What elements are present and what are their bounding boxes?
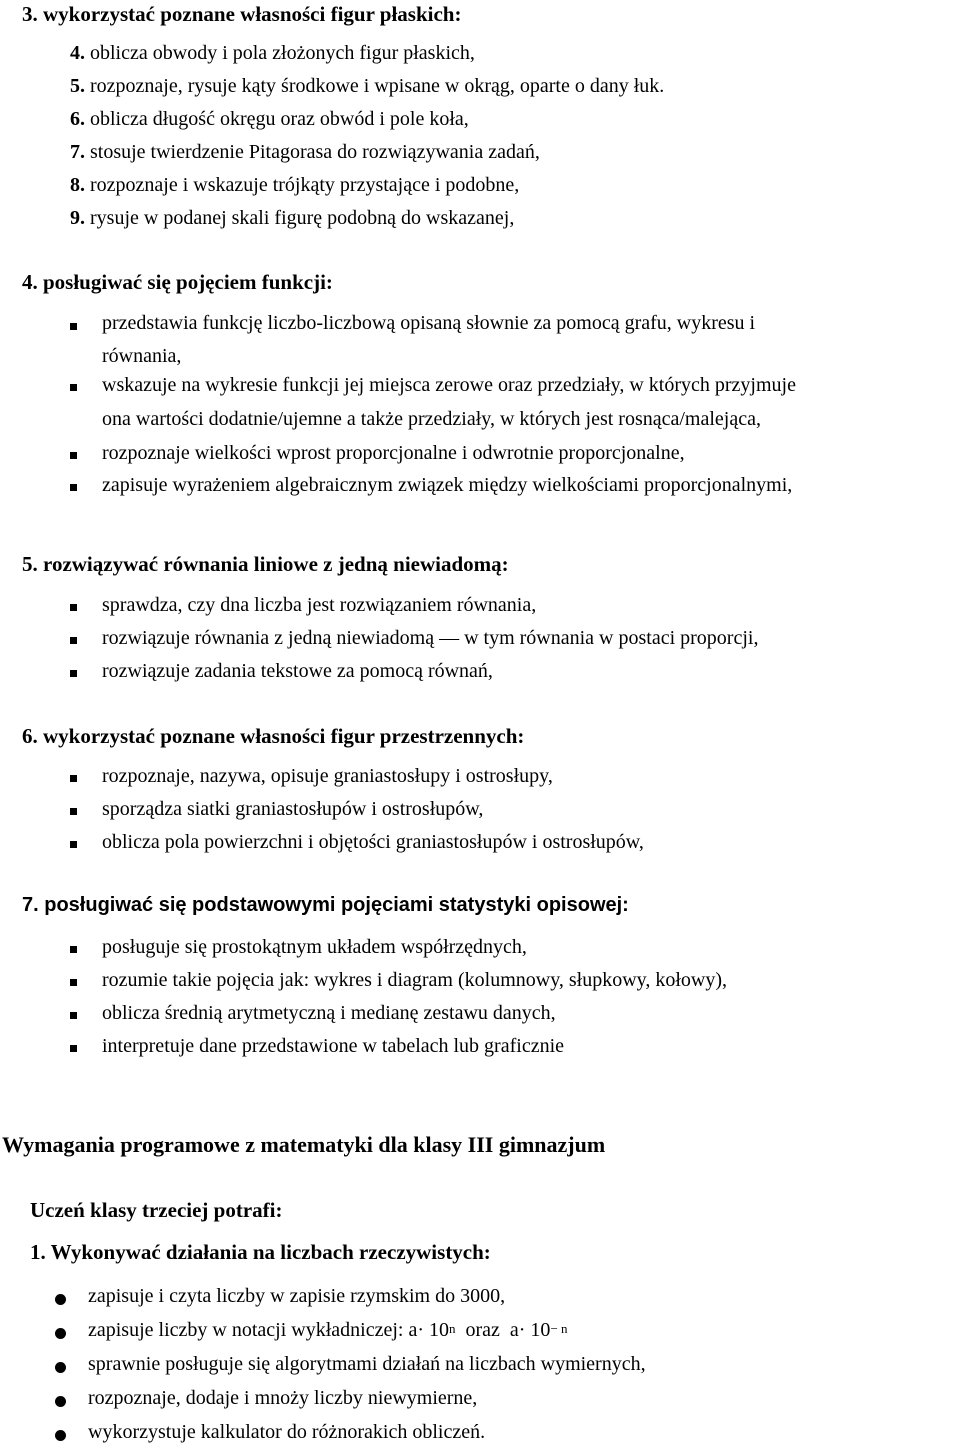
- list-item: oblicza średnią arytmetyczną i medianę zestawu danych,: [102, 1002, 556, 1024]
- list-item: sprawnie posługuje się algorytmami działań na liczbach wymiernych,: [88, 1353, 646, 1375]
- square-bullet-icon: [70, 808, 77, 815]
- square-bullet-icon: [70, 604, 77, 611]
- section-5-heading: 5. rozwiązywać równania liniowe z jedną niewiadomą:: [22, 552, 509, 576]
- list-item: przedstawia funkcję liczbo-liczbową opisaną słownie za pomocą grafu, wykresu i: [102, 312, 756, 334]
- round-bullet-icon: [55, 1396, 66, 1407]
- list-item: interpretuje dane przedstawione w tabelach lub graficznie: [102, 1035, 565, 1057]
- list-item: wskazuje na wykresie funkcji jej miejsca zerowe oraz przedziały, w których przyjmuje: [102, 374, 796, 396]
- square-bullet-icon: [70, 637, 77, 644]
- section-4-heading: 4. posługiwać się pojęciem funkcji:: [22, 270, 333, 294]
- square-bullet-icon: [70, 384, 77, 391]
- square-bullet-icon: [70, 1012, 77, 1019]
- list-item-continuation: równania,: [102, 345, 182, 367]
- list-item: 8. rozpoznaje i wskazuje trójkąty przystające i podobne,: [70, 174, 520, 196]
- round-bullet-icon: [55, 1294, 66, 1305]
- square-bullet-icon: [70, 946, 77, 953]
- round-bullet-icon: [55, 1328, 66, 1339]
- list-item: 4. oblicza obwody i pola złożonych figur płaskich,: [70, 42, 475, 64]
- list-item: sprawdza, czy dna liczba jest rozwiązaniem równania,: [102, 594, 537, 616]
- section-7-heading: 7. posługiwać się podstawowymi pojęciami statystyki opisowej:: [22, 894, 629, 916]
- list-item: sporządza siatki graniastosłupów i ostrosłupów,: [102, 798, 484, 820]
- list-item: rozpoznaje, nazywa, opisuje graniastosłupy i ostrosłupy,: [102, 765, 553, 787]
- list-item: wykorzystuje kalkulator do różnorakich obliczeń.: [88, 1421, 486, 1443]
- round-bullet-icon: [55, 1362, 66, 1373]
- square-bullet-icon: [70, 1045, 77, 1052]
- list-item: rozpoznaje, dodaje i mnoży liczby niewymierne,: [88, 1387, 478, 1409]
- square-bullet-icon: [70, 452, 77, 459]
- page-title: Wymagania programowe z matematyki dla klasy III gimnazjum: [2, 1132, 606, 1157]
- section-6-heading: 6. wykorzystać poznane własności figur przestrzennych:: [22, 724, 525, 748]
- list-item: zapisuje liczby w notacji wykładniczej: $a\cdot 10^n$ oraz $a\cdot 10^{- n}$: [88, 1319, 568, 1341]
- square-bullet-icon: [70, 841, 77, 848]
- list-item: rozwiązuje zadania tekstowe za pomocą równań,: [102, 660, 493, 682]
- round-bullet-icon: [55, 1430, 66, 1441]
- list-item: rozwiązuje równania z jedną niewiadomą — w tym równania w postaci proporcji,: [102, 627, 759, 649]
- subtitle: Uczeń klasy trzeciej potrafi:: [30, 1198, 283, 1222]
- square-bullet-icon: [70, 775, 77, 782]
- list-item: rozumie takie pojęcia jak: wykres i diagram (kolumnowy, słupkowy, kołowy),: [102, 969, 728, 991]
- section-3-heading: 3. wykorzystać poznane własności figur płaskich:: [22, 2, 462, 26]
- square-bullet-icon: [70, 323, 77, 330]
- list-item-continuation: ona wartości dodatnie/ujemne a także przedziały, w których jest rosnąca/malejąca,: [102, 408, 761, 430]
- list-item: 7. stosuje twierdzenie Pitagorasa do rozwiązywania zadań,: [70, 141, 540, 163]
- square-bullet-icon: [70, 484, 77, 491]
- list-item: oblicza pola powierzchni i objętości graniastosłupów i ostrosłupów,: [102, 831, 644, 853]
- list-item: 9. rysuje w podanej skali figurę podobną do wskazanej,: [70, 207, 515, 229]
- list-item: rozpoznaje wielkości wprost proporcjonalne i odwrotnie proporcjonalne,: [102, 442, 685, 464]
- square-bullet-icon: [70, 670, 77, 677]
- list-item: posługuje się prostokątnym układem współrzędnych,: [102, 936, 527, 958]
- list-item: 6. oblicza długość okręgu oraz obwód i pole koła,: [70, 108, 469, 130]
- list-item: 5. rozpoznaje, rysuje kąty środkowe i wpisane w okrąg, oparte o dany łuk.: [70, 75, 665, 97]
- list-item: zapisuje i czyta liczby w zapisie rzymskim do 3000,: [88, 1285, 506, 1307]
- list-item: zapisuje wyrażeniem algebraicznym związek między wielkościami proporcjonalnymi,: [102, 474, 793, 496]
- square-bullet-icon: [70, 979, 77, 986]
- section-1-heading: 1. Wykonywać działania na liczbach rzeczywistych:: [30, 1240, 491, 1264]
